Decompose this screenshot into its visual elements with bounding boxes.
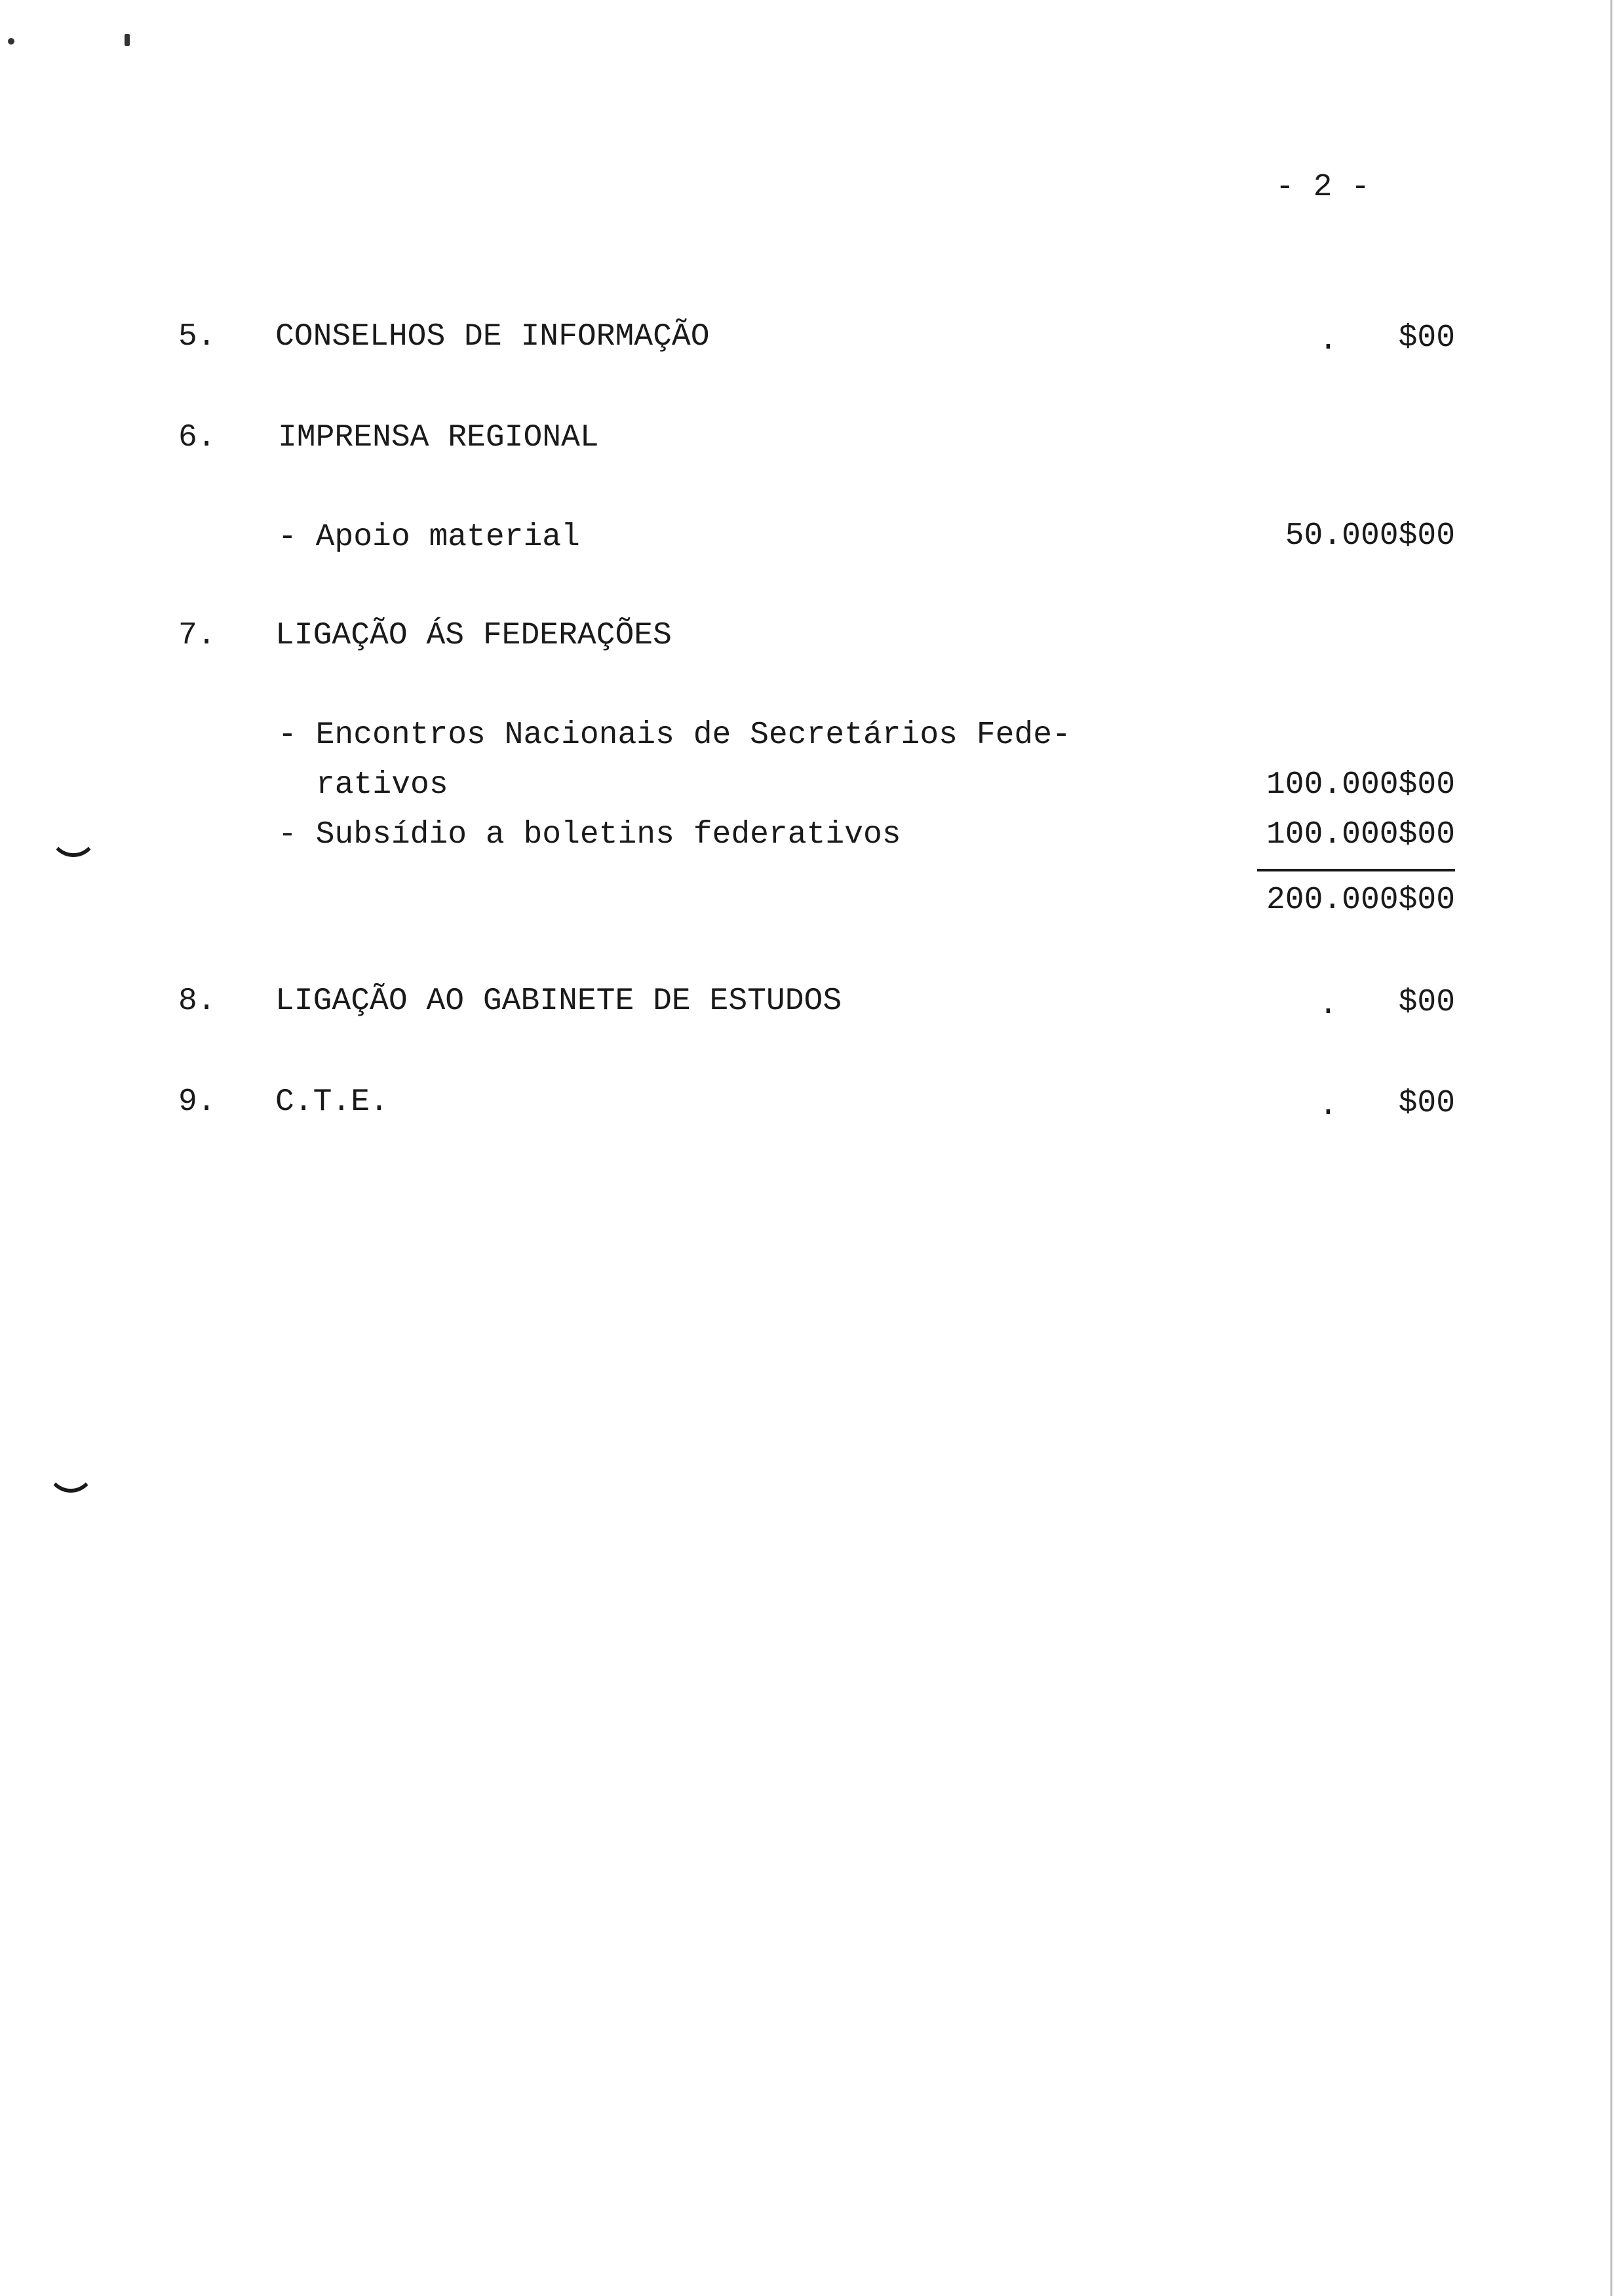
punch-hole-mark [50, 827, 97, 857]
page-number: - 2 - [1275, 170, 1371, 205]
section-number: 8. [178, 984, 216, 1019]
section-title: CONSELHOS DE INFORMAÇÃO [275, 319, 710, 354]
section-number: 6. [178, 420, 216, 455]
leader-dot: . [1319, 1088, 1338, 1124]
leader-dot: . [1319, 987, 1338, 1023]
section-title: LIGAÇÃO ÁS FEDERAÇÕES [275, 618, 672, 653]
section-number: 7. [178, 618, 216, 653]
line-item-amount: 50.000$00 [1285, 518, 1455, 554]
section-number: 9. [178, 1084, 216, 1120]
section-number: 5. [178, 319, 216, 354]
section-title: C.T.E. [275, 1084, 389, 1120]
section-amount: $00 [1398, 1086, 1455, 1121]
line-item-amount: 100.000$00 [1266, 767, 1455, 803]
section-title: LIGAÇÃO AO GABINETE DE ESTUDOS [275, 984, 842, 1019]
page-edge [1610, 0, 1612, 2296]
punch-hole-mark [47, 1463, 94, 1493]
subtotal-amount: 200.000$00 [1266, 883, 1455, 918]
line-item-label: - Subsídio a boletins federativos [278, 817, 901, 852]
line-item-amount: 100.000$00 [1266, 817, 1455, 852]
leader-dot: . [1319, 323, 1338, 358]
section-amount: $00 [1398, 985, 1455, 1020]
subtotal-rule [1257, 869, 1455, 871]
scan-speck [125, 34, 130, 46]
line-item-label: - Apoio material [278, 520, 580, 555]
line-item-label: - Encontros Nacionais de Secretários Fede- [278, 718, 1071, 753]
line-item-label-continuation: rativos [316, 767, 448, 803]
section-amount: $00 [1398, 320, 1455, 356]
scan-speck [8, 38, 14, 45]
section-title: IMPRENSA REGIONAL [278, 420, 599, 455]
